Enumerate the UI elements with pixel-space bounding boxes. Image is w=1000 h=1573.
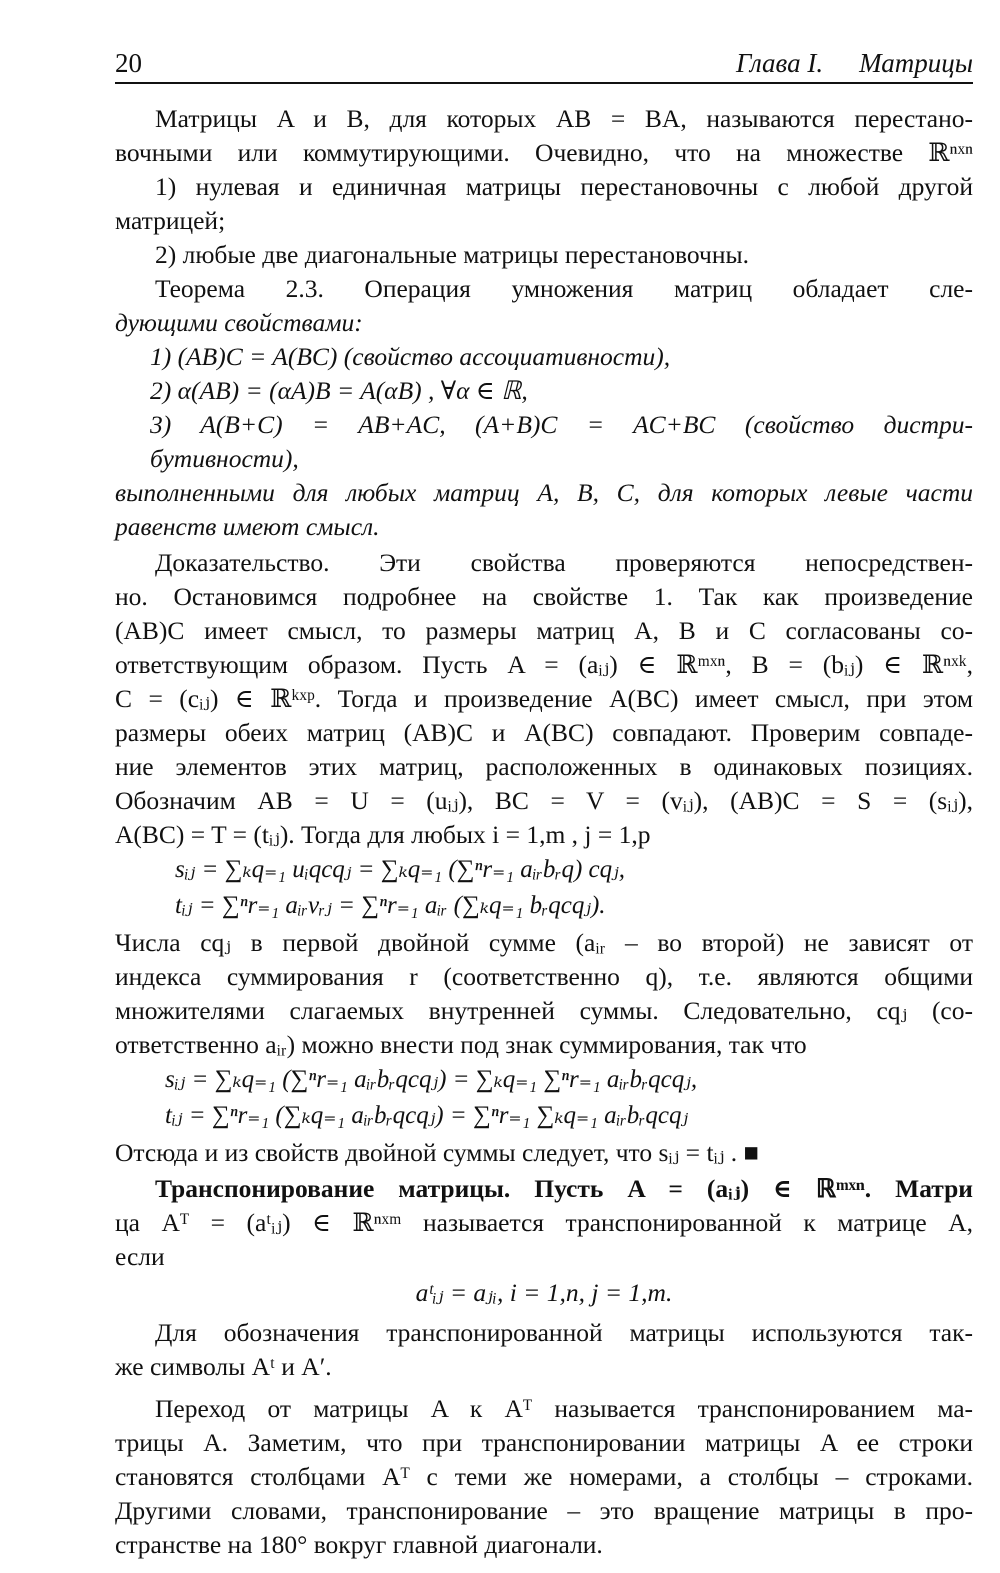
theorem-item: 2) α(AB) = (αA)B = A(αB) , ∀α ∈ ℝ, [150,376,528,405]
text-line: трицы A. Заметим, что при транспонировании матрицы A ее строки [115,1428,973,1457]
text-line: Для обозначения транспонированной матрицы используются так- [155,1318,973,1347]
text-line: C = (cᵢⱼ) ∈ ℝᵏˣᵖ. Тогда и произведение A(BC) имеет смысл, при этом [115,684,973,713]
text-line: становятся столбцами Aᵀ с теми же номерами, а столбцы – строками. [115,1462,973,1491]
text-line: если [115,1242,165,1271]
text-line: Матрицы A и B, для которых AB = BA, называются перестано- [155,104,973,133]
text-line: бутивности), [150,444,299,473]
text-line: но. Остановимся подробнее на свойстве 1. Так как произведение [115,582,973,611]
theorem-item: 3) A(B+C) = AB+AC, (A+B)C = AC+BC (свойство дистри- [150,410,973,439]
theorem-item: 1) (AB)C = A(BC) (свойство ассоциативности), [150,342,671,371]
formula-line: aᵗᵢⱼ = aⱼᵢ, i = 1,n, j = 1,m. [415,1278,673,1307]
chapter-heading [700,48,973,79]
formula-line: sᵢⱼ = ∑ₖq₌₁ (∑ⁿr₌₁ aᵢᵣbᵣqcqⱼ) = ∑ₖq₌₁ ∑ⁿr₌₁ aᵢᵣbᵣqcqⱼ, [165,1066,698,1093]
page-number: 20 [115,48,142,78]
text-line: множителями слагаемых внутренней суммы. Следовательно, cqⱼ (со- [115,996,973,1025]
text-line: ца Aᵀ = (aᵗᵢⱼ) ∈ ℝⁿˣᵐ называется транспонированной к матрице A, [115,1208,973,1237]
text-line: Другими словами, транспонирование – это вращение матрицы в про- [115,1496,973,1525]
text-line: A(BC) = T = (tᵢⱼ). Тогда для любых i = 1,m , j = 1,p [115,820,651,849]
chapter-label: Глава I. [736,48,824,78]
text-line: ние элементов этих матриц, расположенных в одинаковых позициях. [115,752,973,781]
text-line: вочными или коммутирующими. Очевидно, что на множестве ℝⁿˣⁿ [115,138,973,167]
text-line: Обозначим AB = U = (uᵢⱼ), BC = V = (vᵢⱼ), (AB)C = S = (sᵢⱼ), [115,786,973,815]
text-line: (AB)C имеет смысл, то размеры матриц A, B и C согласованы со- [115,616,973,645]
text-line: равенств имеют смысл. [115,512,380,541]
theorem-heading: Теорема 2.3. Операция умножения матриц обладает сле- [155,274,973,303]
text-line: 1) нулевая и единичная матрицы перестановочны с любой другой [155,172,973,201]
text-line: странстве на 180° вокруг главной диагонали. [115,1530,603,1559]
text-line: Переход от матрицы A к Aᵀ называется транспонированием ма- [155,1394,973,1423]
text-line: дующими свойствами: [115,308,363,337]
text-line: ответственно aᵢᵣ) можно внести под знак суммирования, так что [115,1030,807,1059]
text-line: Отсюда и из свойств двойной суммы следует, что sᵢⱼ = tᵢⱼ . ■ [115,1138,759,1167]
text-line: ответствующим образом. Пусть A = (aᵢⱼ) ∈ ℝᵐˣⁿ, B = (bᵢⱼ) ∈ ℝⁿˣᵏ, [115,650,973,679]
text-line: же символы Aᵗ и A′. [115,1352,332,1381]
running-header [115,40,973,84]
formula-line: tᵢⱼ = ∑ⁿr₌₁ aᵢᵣvᵣⱼ = ∑ⁿr₌₁ aᵢᵣ (∑ₖq₌₁ bᵣqcqⱼ). [175,892,606,919]
formula-line: sᵢⱼ = ∑ₖq₌₁ uᵢqcqⱼ = ∑ₖq₌₁ (∑ⁿr₌₁ aᵢᵣbᵣq) cqⱼ, [175,856,626,883]
text-line: Числа cqⱼ в первой двойной сумме (aᵢᵣ – во второй) не зависят от [115,928,973,957]
text-line: размеры обеих матриц (AB)C и A(BC) совпадают. Проверим совпаде- [115,718,973,747]
proof-heading: Доказательство. Эти свойства проверяются непосредствен- [155,548,973,577]
text-line: индекса суммирования r (соответственно q), т.е. являются общими [115,962,973,991]
section-heading: Транспонирование матрицы. Пусть A = (aᵢⱼ) ∈ ℝᵐˣⁿ. Матри [155,1174,973,1203]
text-line: матрицей; [115,206,226,235]
text-line: 2) любые две диагональные матрицы перестановочны. [155,240,749,269]
formula-line: tᵢⱼ = ∑ⁿr₌₁ (∑ₖq₌₁ aᵢᵣbᵣqcqⱼ) = ∑ⁿr₌₁ ∑ₖq₌₁ aᵢᵣbᵣqcqⱼ [165,1102,689,1129]
text-line: выполненными для любых матриц A, B, C, для которых левые части [115,478,973,507]
chapter-title: Матрицы [859,48,973,78]
